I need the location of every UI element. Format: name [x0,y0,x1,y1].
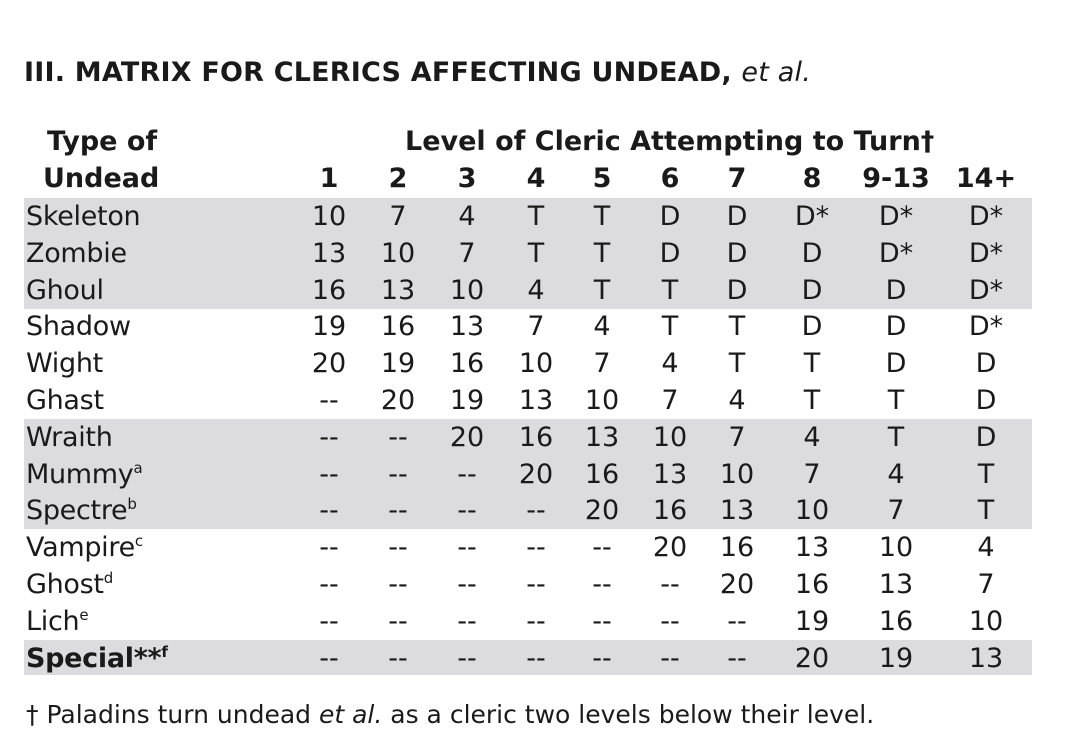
table-cell: -- [319,569,339,600]
undead-type-label [26,492,137,529]
table-cell: D* [968,201,1004,232]
table-row [0,529,1086,566]
table-cell: 13 [719,495,755,527]
column-header-level: 8 [802,163,822,194]
table-cell: T [593,274,611,306]
table-cell: 16 [719,532,755,564]
table-cell: 10 [449,274,485,306]
table-cell: T [977,495,995,527]
table-cell: 19 [311,311,347,343]
table-cell: T [803,348,821,380]
table-cell: 13 [518,385,554,416]
undead-type-label [26,529,143,566]
table-cell: 13 [652,458,688,490]
table-cell: 10 [719,458,755,490]
table-cell: -- [388,495,408,527]
undead-type-label [26,566,113,603]
table-row [0,603,1086,640]
table-cell: 10 [380,237,416,269]
table-cell: 19 [878,642,914,674]
table-cell: 19 [449,385,485,416]
table-cell: T [887,385,905,416]
table-cell: 20 [311,348,347,380]
table-cell: 4 [593,311,611,343]
header-undead: Undead [43,163,160,194]
column-header-level: 3 [457,163,477,194]
footnote-marker: a [133,458,143,477]
table-cell: -- [319,458,339,490]
table-cell: 10 [518,348,554,380]
table-cell: T [728,311,746,343]
table-cell: D [975,385,997,416]
table-row [0,456,1086,493]
table-cell: -- [660,605,680,637]
column-header-level: 1 [319,163,339,194]
table-cell: 10 [794,495,830,527]
table-cell: -- [457,458,477,490]
table-cell: 19 [380,348,416,380]
footnote-suffix: as a cleric two levels below their level. [382,700,875,729]
table-cell: 20 [449,421,485,453]
undead-name: Ghost [26,569,104,600]
undead-name: Zombie [26,237,127,269]
column-header-level: 5 [592,163,612,194]
footnote-italic: et al. [318,700,383,729]
table-cell: -- [457,532,477,564]
table-row [0,382,1086,419]
table-cell: 7 [728,421,746,453]
undead-type-label [26,419,113,456]
table-cell: -- [660,642,680,674]
table-cell: -- [319,421,339,453]
table-cell: 16 [449,348,485,380]
table-cell: 7 [593,348,611,380]
table-cell: 4 [527,274,545,306]
table-cell: -- [388,458,408,490]
table-row [0,272,1086,309]
undead-type-label [26,456,142,493]
table-cell: 20 [584,495,620,527]
table-cell: -- [526,495,546,527]
table-cell: 20 [518,458,554,490]
table-cell: 10 [968,605,1004,637]
undead-name: Spectre [26,495,128,527]
undead-type-label [26,272,104,309]
table-cell: 4 [458,201,476,232]
table-cell: D* [794,201,830,232]
table-cell: -- [457,569,477,600]
table-cell: 7 [803,458,821,490]
undead-type-label [26,235,127,272]
undead-name: Skeleton [26,201,141,232]
table-cell: -- [319,642,339,674]
table-cell: 20 [719,569,755,600]
table-cell: D [726,237,748,269]
table-cell: T [803,385,821,416]
table-cell: 16 [380,311,416,343]
table-row [0,308,1086,345]
table-cell: T [977,458,995,490]
table-cell: D [659,237,681,269]
table-cell: T [661,311,679,343]
table-cell: 13 [584,421,620,453]
table-cell: D [659,201,681,232]
undead-type-label [26,345,103,382]
title-main: III. MATRIX FOR CLERICS AFFECTING UNDEAD, [24,57,732,88]
table-cell: 10 [878,532,914,564]
header-type-of: Type of [47,126,158,157]
column-header-level: 2 [388,163,408,194]
table-cell: 7 [527,311,545,343]
footnote-marker: f [161,642,168,661]
footnote-marker: d [103,569,113,587]
table-cell: D [801,274,823,306]
table-cell: 20 [380,385,416,416]
table-cell: 13 [794,532,830,564]
table-cell: T [593,237,611,269]
undead-type-label [26,603,88,640]
table-cell: D* [878,201,914,232]
footnote-prefix: † Paladins turn undead [26,700,319,729]
table-cell: 7 [977,569,995,600]
undead-type-label [26,308,131,345]
table-cell: -- [319,532,339,564]
table-cell: -- [592,642,612,674]
table-cell: -- [388,642,408,674]
table-cell: -- [727,605,747,637]
table-cell: -- [457,495,477,527]
table-row [0,198,1086,235]
table-cell: D [726,201,748,232]
table-cell: 13 [311,237,347,269]
table-cell: D [975,348,997,380]
table-cell: T [527,237,545,269]
undead-type-label [26,198,140,235]
table-cell: 16 [311,274,347,306]
table-cell: 16 [652,495,688,527]
table-cell: 13 [449,311,485,343]
table-cell: D [885,348,907,380]
table-cell: D [885,274,907,306]
table-cell: D* [968,237,1004,269]
table-row [0,492,1086,529]
undead-name: Wight [26,348,103,380]
table-cell: 20 [794,642,830,674]
footnote-marker: b [127,495,137,514]
table-cell: D* [968,274,1004,306]
table-cell: 20 [652,532,688,564]
table-cell: 7 [389,201,407,232]
table-row [0,419,1086,456]
page-title [24,57,811,88]
title-italic: et al. [741,57,812,88]
table-cell: T [661,274,679,306]
header-level-of-cleric: Level of Cleric Attempting to Turn† [405,126,935,157]
table-cell: -- [660,569,680,600]
table-cell: -- [319,605,339,637]
footnote [26,700,874,729]
table-cell: 7 [887,495,905,527]
undead-type-label [26,640,168,677]
table-cell: D [801,237,823,269]
table-cell: T [593,201,611,232]
column-header-level: 14+ [955,163,1017,194]
table-cell: D* [878,237,914,269]
table-cell: -- [457,642,477,674]
footnote-marker: c [134,532,143,551]
table-cell: 7 [458,237,476,269]
column-header-level: 4 [526,163,546,194]
table-cell: 16 [794,569,830,600]
table-row [0,235,1086,272]
table-cell: D* [968,311,1004,343]
column-header-level: 9-13 [862,163,930,194]
table-cell: -- [592,532,612,564]
table-cell: 4 [803,421,821,453]
undead-type-label [26,382,104,419]
table-cell: -- [319,385,339,416]
table-cell: -- [592,569,612,600]
table-cell: 16 [878,605,914,637]
table-cell: 13 [380,274,416,306]
table-cell: -- [526,605,546,637]
table-cell: T [728,348,746,380]
table-cell: 16 [584,458,620,490]
table-cell: T [887,421,905,453]
table-cell: 4 [887,458,905,490]
table-cell: -- [388,532,408,564]
table-cell: 10 [311,201,347,232]
table-cell: 10 [584,385,620,416]
undead-name: Mummy [26,458,134,490]
undead-name: Shadow [26,311,131,343]
table-cell: -- [592,605,612,637]
undead-name: Ghast [26,385,104,416]
undead-name: Lich [26,605,80,637]
table-row [0,345,1086,382]
column-header-level: 7 [727,163,747,194]
undead-name: Ghoul [26,274,104,306]
table-cell: -- [526,532,546,564]
table-cell: -- [319,495,339,527]
table-cell: 4 [728,385,746,416]
table-cell: D [726,274,748,306]
table-cell: 7 [661,385,679,416]
table-cell: -- [457,605,477,637]
table-cell: -- [388,605,408,637]
table-cell: D [801,311,823,343]
table-cell: -- [388,569,408,600]
undead-name: Wraith [26,421,113,453]
table-cell: -- [526,642,546,674]
column-header-level: 6 [660,163,680,194]
table-cell: -- [727,642,747,674]
table-cell: 16 [518,421,554,453]
table-cell: -- [526,569,546,600]
table-row [0,640,1086,677]
table-cell: 13 [968,642,1004,674]
footnote-marker: e [79,605,89,624]
table-row [0,566,1086,603]
table-cell: T [527,201,545,232]
undead-name: Special** [26,642,162,674]
table-cell: 19 [794,605,830,637]
table-cell: 13 [878,569,914,600]
table-cell: 10 [652,421,688,453]
table-cell: -- [388,421,408,453]
table-cell: D [975,421,997,453]
table-cell: 4 [661,348,679,380]
table-cell: 4 [977,532,995,564]
undead-name: Vampire [26,532,135,564]
table-cell: D [885,311,907,343]
